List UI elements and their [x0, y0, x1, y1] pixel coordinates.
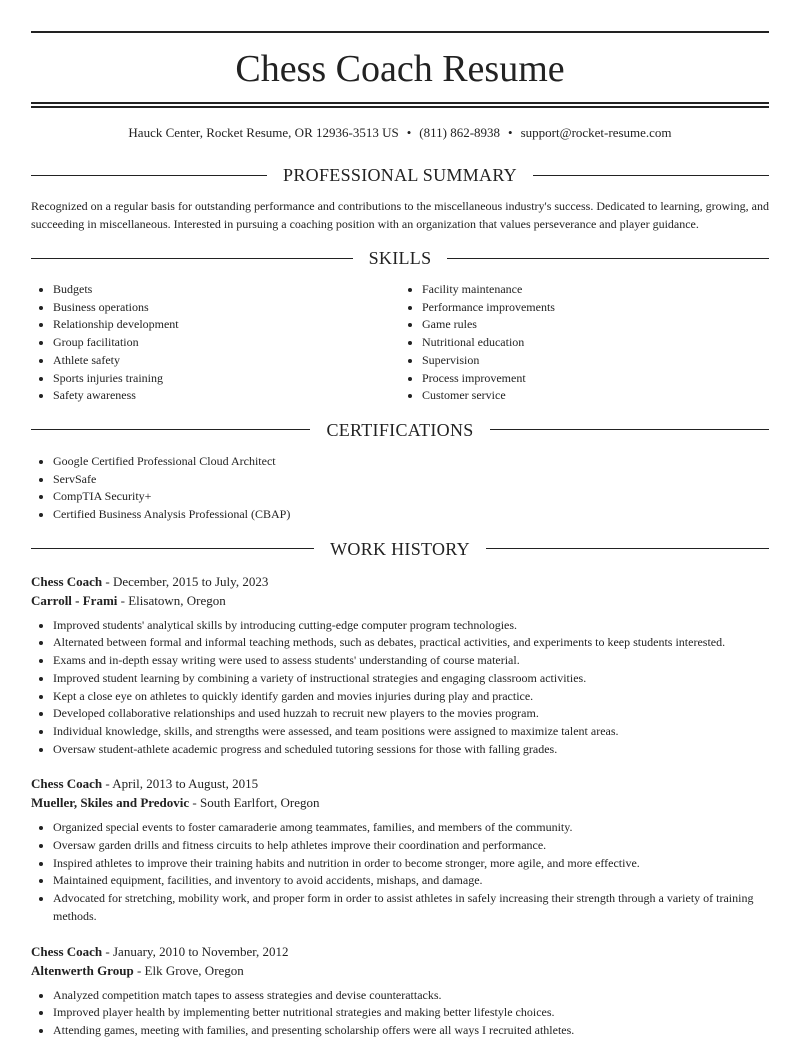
list-item: • Relationship development — [53, 316, 400, 334]
list-item: • Sports injuries training — [53, 370, 400, 388]
contact-address: Hauck Center, Rocket Resume, OR 12936-3513 US — [128, 125, 399, 140]
list-item: • Budgets — [53, 281, 400, 299]
job-dates: - December, 2015 to July, 2023 — [102, 573, 269, 589]
job-title-line — [31, 774, 769, 793]
list-item: • Individual knowledge, skills, and strengths were assessed, and team positions were assigned to maximize talent areas. — [53, 723, 769, 741]
list-item: • Group facilitation — [53, 334, 400, 352]
list-item: • Process improvement — [422, 370, 769, 388]
list-item: • Supervision — [422, 352, 769, 370]
resume-title: Chess Coach Resume — [235, 48, 565, 90]
job-title-line — [31, 942, 769, 961]
list-item: • Improved students' analytical skills by introducing cutting-edge computer program technologies. — [53, 617, 769, 635]
list-item: • Oversaw garden drills and fitness circuits to help athletes improve their coordination and performance. — [53, 837, 769, 855]
section-rule-left — [31, 258, 353, 259]
section-rule-right — [490, 429, 769, 430]
list-item: • Improved student learning by combining a variety of instructional strategies and engaging classroom activities. — [53, 670, 769, 688]
job-dates: - April, 2013 to August, 2015 — [102, 776, 259, 792]
work-section-header — [31, 538, 769, 560]
job-company: Mueller, Skiles and Predovic — [31, 795, 190, 811]
list-item: • Nutritional education — [422, 334, 769, 352]
job-title: Chess Coach — [31, 776, 103, 792]
list-item: • Customer service — [422, 387, 769, 405]
list-item: • Athlete safety — [53, 352, 400, 370]
list-item: • Exams and in-depth essay writing were used to assess students' understanding of course material. — [53, 652, 769, 670]
job-duties-list — [31, 819, 769, 925]
summary-heading: PROFESSIONAL SUMMARY — [283, 165, 517, 185]
list-item: • ServSafe — [53, 471, 769, 489]
list-item: • Game rules — [422, 316, 769, 334]
section-rule-left — [31, 429, 310, 430]
summary-text: Recognized on a regular basis for outstanding performance and contributions to the miscellaneous industry's success. Dedicated to learning, growing, and succeeding in miscellaneous. Interested in pursuing a coaching position with an organization that values perseverance and player guidance. — [31, 199, 769, 231]
job-title: Chess Coach — [31, 573, 103, 589]
section-rule-right — [447, 258, 769, 259]
skills-column-left — [31, 281, 400, 405]
job-entry — [31, 572, 769, 759]
job-company: Carroll - Frami — [31, 592, 118, 608]
job-location: - Elisatown, Oregon — [117, 592, 226, 608]
skills-section-header — [31, 247, 769, 269]
section-rule-left — [31, 175, 267, 176]
job-company: Altenwerth Group — [31, 962, 134, 978]
list-item: • Google Certified Professional Cloud Architect — [53, 453, 769, 471]
list-item: • Attending games, meeting with families, and presenting scholarship offers were all ways I recruited athletes. — [53, 1022, 769, 1040]
skills-list — [31, 281, 769, 405]
list-item: • Performance improvements — [422, 299, 769, 317]
resume-page — [31, 0, 769, 1040]
job-company-line — [31, 793, 769, 812]
list-item: • Inspired athletes to improve their training habits and nutrition in order to become stronger, more agile, and more effective. — [53, 855, 769, 873]
job-duties-list — [31, 987, 769, 1040]
work-history-list — [31, 572, 769, 1040]
list-item: • Developed collaborative relationships and used huzzah to recruit new players to the movies program. — [53, 705, 769, 723]
contact-line — [31, 124, 769, 142]
list-item: • Improved player health by implementing better nutritional strategies and making better lifestyle choices. — [53, 1004, 769, 1022]
job-entry — [31, 774, 769, 925]
title-double-rule — [31, 102, 769, 108]
list-item: • Certified Business Analysis Professional (CBAP) — [53, 506, 769, 524]
list-item: • Kept a close eye on athletes to quickly identify garden and movies injuries during play and practice. — [53, 688, 769, 706]
contact-phone: (811) 862-8938 — [419, 125, 501, 140]
list-item: • Advocated for stretching, mobility work, and proper form in order to assist athletes in safely increasing their strength through a variety of training methods. — [53, 890, 769, 925]
certifications-section-header — [31, 419, 769, 441]
list-item: • Business operations — [53, 299, 400, 317]
job-dates: - January, 2010 to November, 2012 — [102, 943, 289, 959]
job-company-line — [31, 961, 769, 980]
job-title-line — [31, 572, 769, 591]
job-location: - South Earlfort, Oregon — [189, 795, 320, 811]
work-heading: WORK HISTORY — [330, 538, 470, 559]
top-rule — [31, 31, 769, 33]
job-company-line — [31, 591, 769, 610]
list-item: • Safety awareness — [53, 387, 400, 405]
summary-section-header — [31, 164, 769, 186]
contact-separator: • — [508, 125, 513, 140]
job-duties-list — [31, 617, 769, 759]
certifications-heading: CERTIFICATIONS — [326, 419, 474, 440]
list-item: • Oversaw student-athlete academic progress and scheduled tutoring sessions for those with falling grades. — [53, 741, 769, 759]
skills-heading: SKILLS — [368, 248, 432, 268]
list-item: • Analyzed competition match tapes to assess strategies and devise counterattacks. — [53, 987, 769, 1005]
list-item: • Maintained equipment, facilities, and inventory to avoid accidents, mishaps, and damage. — [53, 872, 769, 890]
contact-separator: • — [406, 125, 412, 140]
list-item: • CompTIA Security+ — [53, 488, 769, 506]
contact-email: support@rocket-resume.com — [520, 125, 672, 140]
job-location: - Elk Grove, Oregon — [133, 962, 244, 978]
certifications-list — [31, 453, 769, 524]
job-title: Chess Coach — [31, 943, 103, 959]
list-item: • Alternated between formal and informal teaching methods, such as debates, practical activities, and experiments to keep students interested. — [53, 634, 769, 652]
list-item: • Facility maintenance — [422, 281, 769, 299]
list-item: • Organized special events to foster camaraderie among teammates, families, and members of the community. — [53, 819, 769, 837]
skills-column-right — [400, 281, 769, 405]
job-entry — [31, 942, 769, 1040]
section-rule-right — [533, 175, 769, 176]
section-rule-right — [486, 548, 769, 549]
section-rule-left — [31, 548, 314, 549]
